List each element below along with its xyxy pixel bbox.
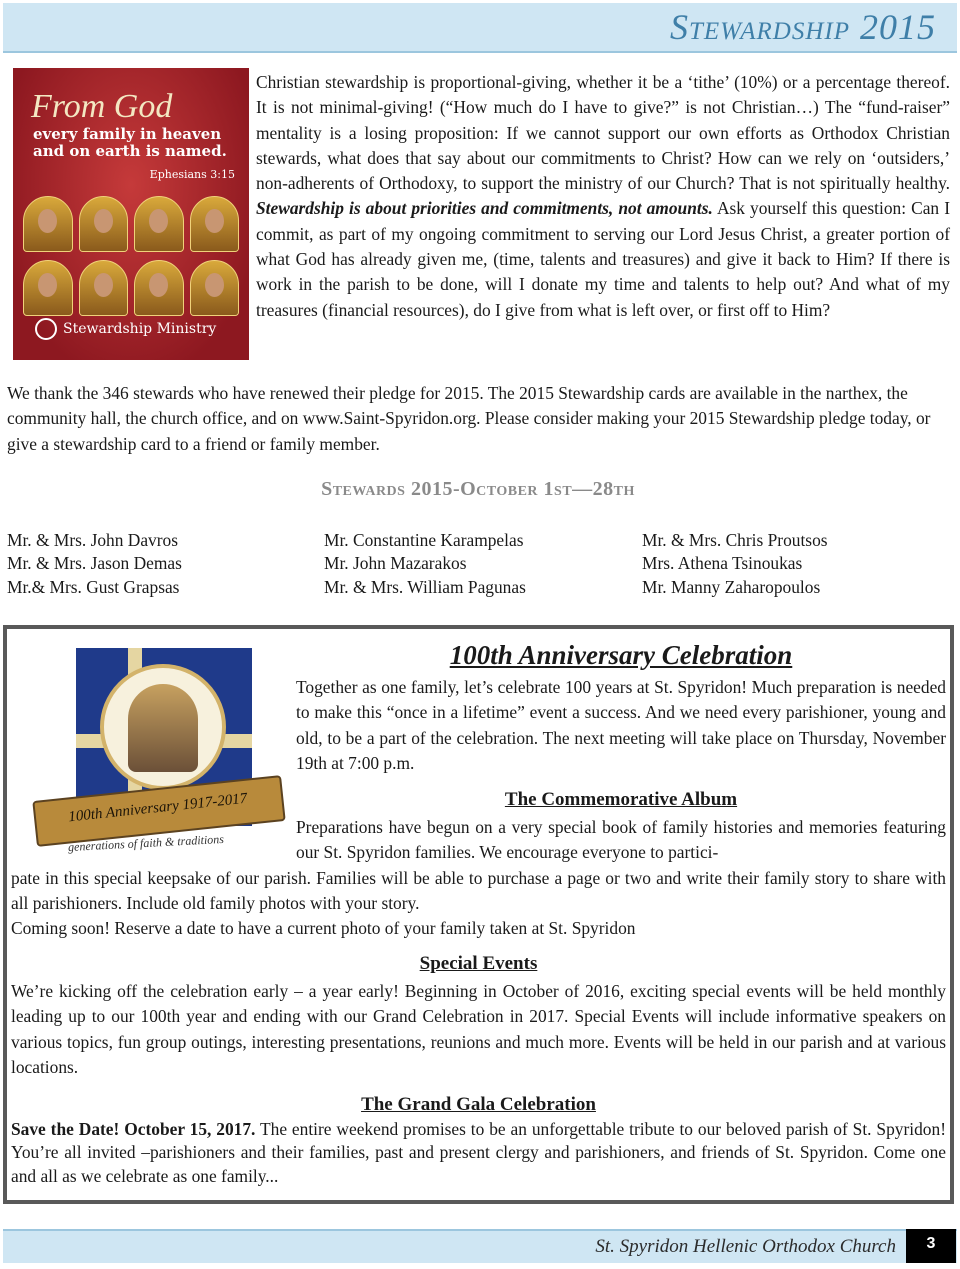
saint-icon: [23, 196, 73, 252]
anniversary-logo: [28, 648, 288, 858]
album-text-part-2: pate in this special keepsake of our parish. Families will be able to purchase a page or two and write their family story to share with all parishioners. Include old family photos with your story.: [11, 868, 946, 914]
stewards-list: [7, 529, 952, 599]
icon-row-top: [23, 196, 239, 252]
events-heading: Special Events: [419, 953, 538, 974]
album-coming-soon: Coming soon! Reserve a date to have a current photo of your family taken at St. Spyridon: [11, 918, 636, 938]
poster-subtitle: every family in heaven and on earth is named.: [33, 125, 227, 160]
album-text-part-1: Preparations have begun on a very special book of family histories and memories featuring our St. Spyridon families. We encourage everyone to partici-: [296, 817, 946, 863]
intro-emphasis: Stewardship is about priorities and commitments, not amounts.: [256, 198, 713, 219]
saint-icon: [190, 260, 240, 316]
intro-paragraph-1: Christian stewardship is proportional-giving, whether it be a ‘tithe’ (10%) or a percentage thereof. It is not minimal-giving! (“How much do I have to give?” is not Christian…) The “fund-raiser” mentality is a losing proposition: If we cannot support our own efforts as Orthodox Christian stewards, what does that say about our commitments to Christ? How can we rely on ‘outsiders,’ non-adherents of Orthodoxy, to support the ministry of our Church? That is not spiritually healthy.: [256, 72, 950, 194]
steward-name: Mrs. Athena Tsinoukas: [642, 553, 803, 574]
anniversary-intro: Together as one family, let’s celebrate 100 years at St. Spyridon! Much preparation is needed to make this “once in a lifetime” event a success. And we need every parishioner, young and old, to be a part of the celebration. The next meeting will take place on Thursday, November 19th at 7:00 p.m.: [296, 677, 946, 773]
page-number: 3: [906, 1229, 956, 1263]
saint-icon: [134, 260, 184, 316]
icon-row-bottom: [23, 260, 239, 316]
gala-heading: The Grand Gala Celebration: [361, 1094, 596, 1115]
steward-name: Mr. & Mrs. Chris Proutsos: [642, 530, 828, 550]
saint-icon: [134, 196, 184, 252]
footer-church-name: St. Spyridon Hellenic Orthodox Church: [595, 1236, 896, 1257]
logo-tagline: generations of faith & traditions: [67, 831, 225, 855]
steward-name: Mr. Constantine Karampelas: [324, 530, 524, 550]
poster-ministry-text: Stewardship Ministry: [63, 321, 217, 337]
saint-spyridon-icon: [128, 684, 198, 772]
stewardship-intro: [256, 70, 950, 323]
gala-save-date: Save the Date! October 15, 2017.: [11, 1119, 256, 1139]
steward-name: Mr. John Mazarakos: [324, 553, 467, 574]
steward-name: Mr. Manny Zaharopoulos: [642, 576, 821, 597]
stewardship-poster-image: [13, 68, 249, 360]
anniversary-title: 100th Anniversary Celebration: [449, 640, 793, 670]
album-heading: The Commemorative Album: [504, 789, 738, 810]
poster-ministry-label: [35, 318, 216, 340]
steward-name: Mr. & Mrs. Jason Demas: [7, 553, 182, 574]
saint-icon: [190, 196, 240, 252]
gala-text: [11, 1118, 946, 1188]
poster-reference: Ephesians 3:15: [149, 168, 235, 181]
steward-name: Mr.& Mrs. Gust Grapsas: [7, 576, 180, 597]
page-title: Stewardship 2015: [669, 7, 936, 47]
stewards-title: Stewards 2015-October 1st—28th: [321, 478, 635, 500]
steward-name: Mr. & Mrs. William Pagunas: [324, 576, 526, 597]
saint-icon: [79, 260, 129, 316]
cross-emblem-icon: [35, 318, 57, 340]
saint-icon: [79, 196, 129, 252]
intro-paragraph-2: Ask yourself this question: Can I commit, as part of my ongoing commitment to serving our Lord Jesus Christ, a greater portion of what God has already given me, (time, talents and treasures) and give it back to Him? If there is work in the parish to be done, will I donate my time and talents to help out? And what of my treasures (financial resources), do I give from what is left over, or first off to Him?: [256, 198, 950, 320]
stewardship-thanks: We thank the 346 stewards who have renewed their pledge for 2015. The 2015 Stewardship cards are available in the narthex, the community hall, the church office, and on www.Saint-Spyridon.org. Please consider making your 2015 Stewardship pledge today, or give a stewardship card to a friend or family member.: [7, 383, 931, 454]
poster-title: From God: [31, 88, 173, 125]
gala-description: The entire weekend promises to be an unforgettable tribute to our beloved parish of St. Spyridon! You’re all invited –parishioners and their families, past and present clergy and parishioners, and friends of St. Spyridon. Come one and all as we celebrate as one family...: [11, 1119, 946, 1186]
steward-name: Mr. & Mrs. John Davros: [7, 530, 179, 550]
logo-banner-text: 100th Anniversary 1917-2017: [67, 790, 249, 826]
events-text: We’re kicking off the celebration early – a year early! Beginning in October of 2016, exciting special events will be held monthly leading up to our 100th year and ending with our Grand Celebration in 2017. Special Events will include informative speakers on various topics, fun group outings, interesting presentations, reunions and much more. Events will be held in our parish and at various locations.: [11, 981, 946, 1077]
saint-icon: [23, 260, 73, 316]
